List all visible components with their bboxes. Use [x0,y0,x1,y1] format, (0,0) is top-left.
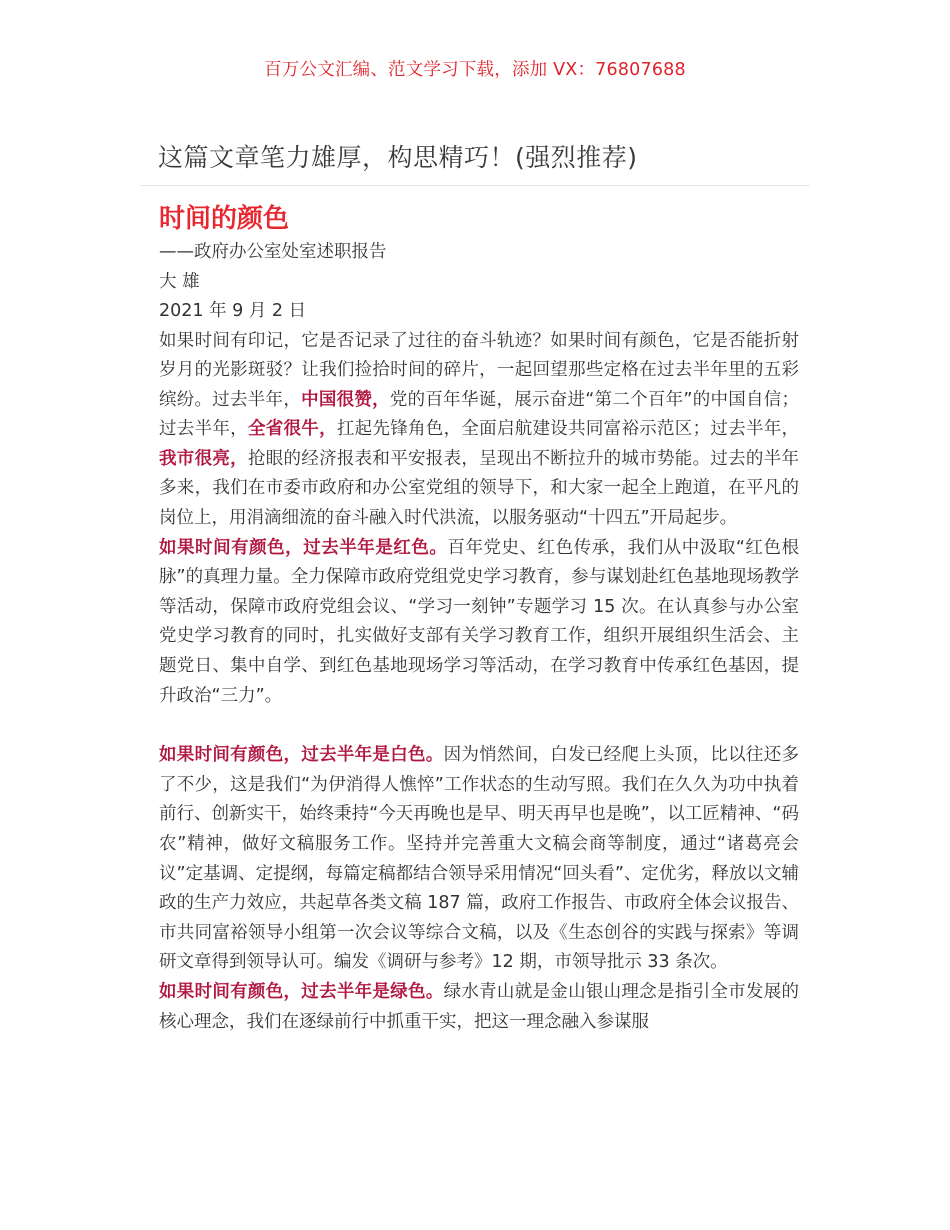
intro-text-4: 抢眼的经济报表和平安报表，呈现出不断拉升的城市势能。过去的半年多来，我们在市委市政府和办公室党组的领导下，和大家一起全上跑道，在平凡的岗位上，用涓滴细流的奋斗融入时代洪流，以服务驱动“十四五”开局起步。 [159,448,800,529]
white-section-paragraph [159,741,799,978]
white-section-heading: 如果时间有颜色，过去半年是白色。 [159,745,444,766]
watermark-banner: 百万公文汇编、范文学习下载，添加 VX：76807688 [264,60,686,80]
page-headline: 这篇文章笔力雄厚，构思精巧！(强烈推荐) [158,143,638,172]
article-title: 时间的颜色 [159,204,290,234]
red-section-body: 百年党史、红色传承，我们从中汲取“红色根脉”的真理力量。全力保障市政府党组党史学习教育，参与谋划赴红色基地现场教学等活动，保障市政府党组会议、“学习一刻钟”专题学习 15 次。在认真参与办公室党史学习教育的同时，扎实做好支部有关学习教育工作，组织开展组织生活会、主题党日、集中自学、到红色基地现场学习等活动，在学习教育中传承红色基因，提升政治“三力”。 [159,537,799,706]
article-subtitle: ——政府办公室处室述职报告 [159,242,387,262]
green-section-body: 绿水青山就是金山银山理念是指引全市发展的核心理念，我们在逐绿前行中抓重干实，把这一理念融入参谋服 [159,981,800,1032]
intro-paragraph [159,327,799,534]
highlight-province: 全省很牛， [247,419,337,440]
white-section-body: 因为悄然间，白发已经爬上头顶，比以往还多了不少，这是我们“为伊消得人憔悴”工作状态的生动写照。我们在久久为功中执着前行、创新实干，始终秉持“今天再晚也是早、明天再早也是晚”，以工匠精神、“码农”精神，做好文稿服务工作。坚持并完善重大文稿会商等制度，通过“诸葛亮会议”定基调、定提纲，每篇定稿都结合领导采用情况“回头看”、定优劣，释放以文辅政的生产力效应，共起草各类文稿 187 篇，政府工作报告、市政府全体会议报告、市共同富裕领导小组第一次会议等综合文稿，以及《生态创谷的实践与探索》等调研文章得到领导认可。编发《调研与参考》12 期，市领导批示 33 条次。 [159,745,800,973]
article-author: 大 雄 [159,271,200,292]
red-section-heading: 如果时间有颜色，过去半年是红色。 [159,537,448,558]
red-section-paragraph [159,534,799,712]
article-body [159,200,799,1037]
intro-text-1: 如果时间有印记，它是否记录了过往的奋斗轨迹？如果时间有颜色，它是否能折射岁月的光影斑驳？让我们捡拾时间的碎片，一起回望那些定格在过去半年里的五彩缤纷。过去半年， [159,330,799,410]
divider [140,185,810,186]
green-section-heading: 如果时间有颜色，过去半年是绿色。 [159,981,444,1002]
highlight-china: 中国很赞， [301,389,390,410]
paragraph-gap [159,711,799,741]
intro-text-3: 扛起先锋角色，全面启航建设共同富裕示范区；过去半年， [336,419,800,440]
article-date: 2021 年 9 月 2 日 [159,301,307,321]
highlight-city: 我市很亮， [159,448,248,469]
intro-text-2: 党的百年华诞，展示奋进“第二个百年”的中国自信；过去半年， [159,389,800,440]
green-section-paragraph [159,978,799,1037]
